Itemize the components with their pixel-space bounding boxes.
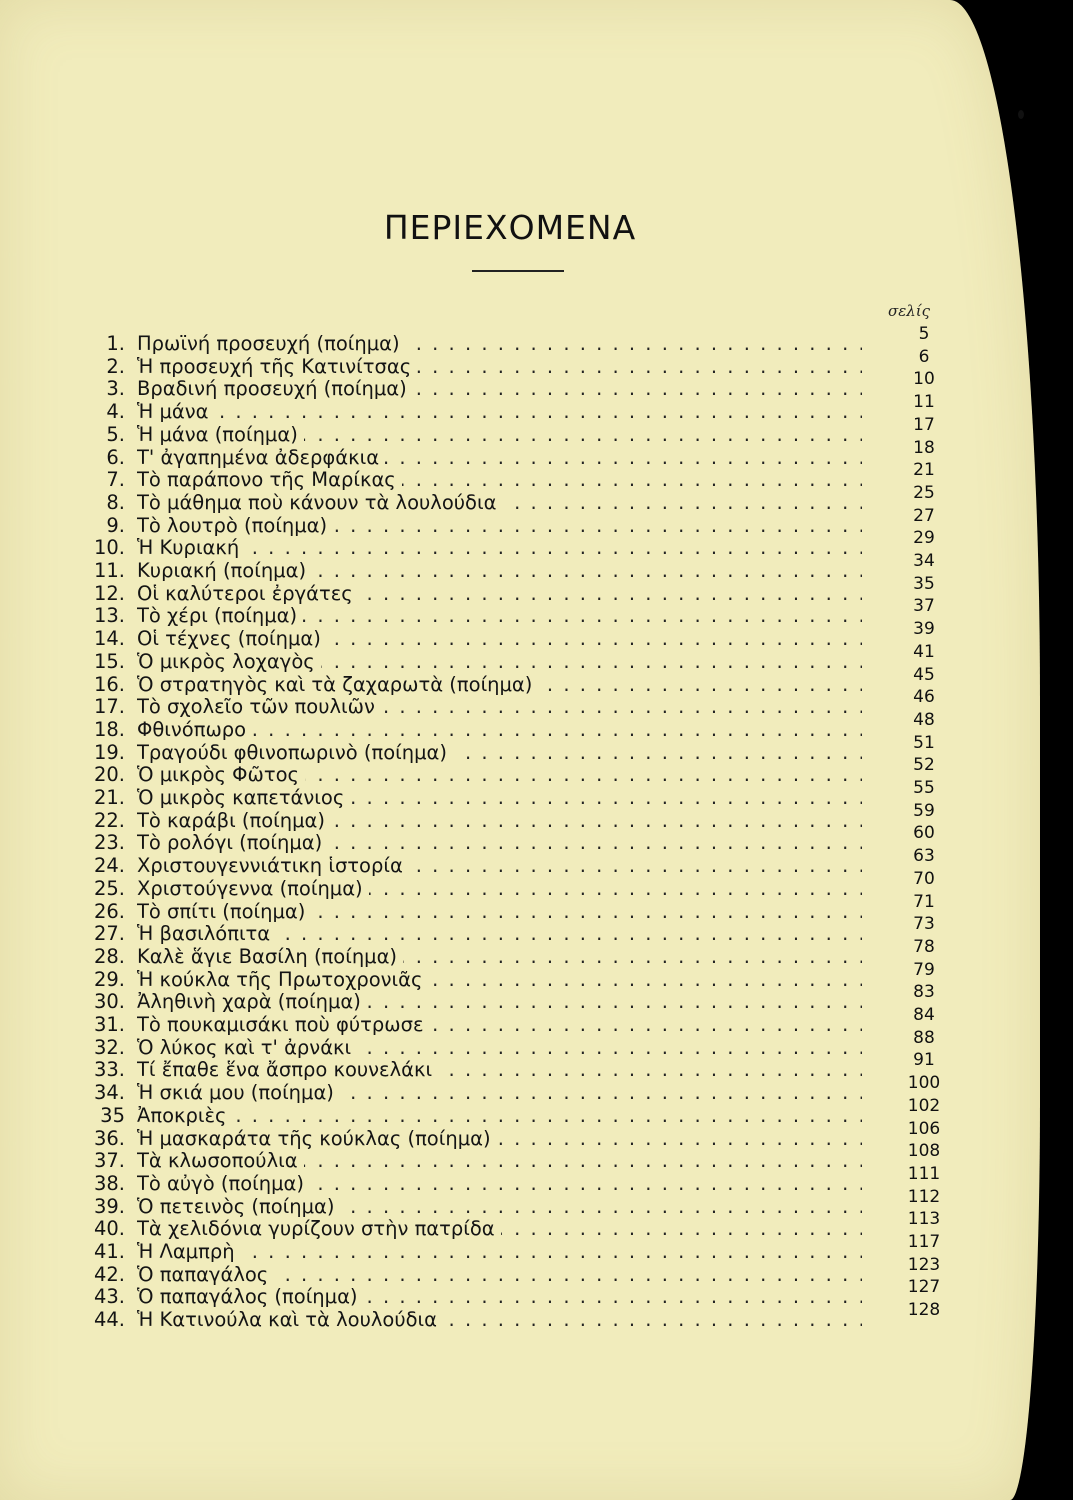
toc-entry (0, 1073, 1040, 1105)
toc-entry (0, 823, 1040, 855)
toc-entry (0, 778, 1040, 809)
entry-number: 28. (93, 944, 125, 968)
toc-entry (0, 1050, 1040, 1082)
entry-title: Ὁ μικρὸς καπετάνιος (137, 786, 350, 809)
entry-title: Ἡ βασιλόπιτα (137, 922, 276, 945)
entry-title: Ἡ μάνα (137, 400, 215, 423)
entry-title-leader (137, 741, 862, 764)
entry-number: 32. (93, 1035, 125, 1059)
entry-title: Τὸ καράβι (ποίημα) (137, 809, 331, 832)
entry-page-number: 112 (907, 1186, 941, 1207)
entry-number: 25. (93, 876, 125, 900)
toc-entry (0, 664, 1040, 696)
entry-number: 19. (93, 740, 125, 764)
toc-entry (0, 1027, 1040, 1059)
entry-number: 3. (106, 377, 125, 401)
entry-title-leader (137, 400, 862, 423)
entry-title: Ἡ Κατινούλα καὶ τὰ λουλούδια (137, 1308, 443, 1331)
entry-title-leader (137, 332, 862, 355)
entry-number: 9. (106, 513, 125, 537)
entry-title: Ὁ μικρὸς Φῶτος (137, 763, 305, 786)
entry-number: 27. (93, 922, 125, 946)
entry-title-leader (137, 1308, 862, 1331)
toc-entry (0, 846, 1040, 878)
entry-number: 41. (93, 1240, 125, 1263)
entry-number: 23. (93, 831, 125, 855)
entry-title-leader (137, 604, 862, 627)
entry-title: Ἡ μάνα (ποίημα) (137, 423, 304, 446)
entry-page-number: 102 (907, 1095, 941, 1116)
entry-page-number: 113 (907, 1209, 941, 1230)
entry-page-number: 25 (913, 482, 935, 503)
entry-page-number: 73 (913, 914, 935, 935)
entry-number: 37. (93, 1149, 125, 1173)
entry-page-number: 41 (913, 641, 935, 662)
toc-entry (0, 1163, 1040, 1195)
toc-entry (0, 891, 1040, 923)
entry-number: 12. (93, 581, 125, 605)
entry-number: 16. (93, 672, 125, 696)
entry-title: Τὰ χελιδόνια γυρίζουν στὴν πατρίδα (137, 1217, 501, 1240)
entry-title-leader (137, 355, 862, 378)
entry-title: Ἡ Λαμπρὴ (137, 1240, 241, 1263)
entry-page-number: 52 (913, 755, 935, 776)
entry-number: 40. (93, 1217, 125, 1241)
entry-page-number: 100 (907, 1073, 941, 1094)
entry-page-number: 71 (913, 891, 935, 912)
entry-title: Τ' ἀγαπημένα ἀδερφάκια (137, 446, 385, 469)
entry-title: Τὸ μάθημα ποὺ κάνουν τὰ λουλούδια (137, 491, 502, 514)
entry-title-leader (137, 582, 862, 605)
entry-title: Τραγούδι φθινοπωρινὸ (ποίημα) (137, 741, 453, 764)
entry-page-number: 63 (913, 846, 935, 867)
entry-title: Τὸ ρολόγι (ποίημα) (137, 831, 328, 854)
entry-title-leader (137, 1058, 862, 1081)
entry-title-leader (137, 1172, 862, 1195)
entry-title-leader (137, 1036, 862, 1059)
toc-entry (0, 755, 1040, 787)
entry-title-leader (137, 1081, 862, 1104)
entry-title: Οἱ καλύτεροι ἐργάτες (137, 582, 359, 605)
entry-number: 29. (93, 967, 125, 991)
entry-page-number: 27 (913, 505, 935, 526)
entry-page-number: 60 (913, 823, 935, 844)
page-title: ΠΕΡΙΕΧΟΜΕΝΑ (383, 208, 637, 247)
entry-number: 7. (106, 468, 125, 492)
ink-speck (1018, 110, 1024, 119)
entry-title: Ὁ παπαγάλος (ποίημα) (137, 1285, 364, 1308)
entry-page-number: 127 (907, 1277, 941, 1298)
toc-entry (0, 619, 1040, 651)
entry-page-number: 88 (913, 1027, 935, 1048)
entry-title-leader (137, 1240, 862, 1263)
entry-title-leader (137, 718, 862, 741)
entry-number: 22. (93, 808, 125, 832)
entry-title-leader (137, 945, 862, 968)
entry-title: Τὸ πουκαμισάκι ποὺ φύτρωσε (137, 1013, 430, 1036)
entry-page-number: 84 (913, 1005, 935, 1025)
entry-number: 1. (106, 332, 125, 355)
entry-page-number: 6 (918, 346, 930, 367)
entry-page-number: 111 (907, 1163, 941, 1184)
entry-title: Ὁ παπαγάλος (137, 1263, 274, 1286)
toc-entry (0, 641, 1040, 673)
entry-title-leader (137, 536, 862, 559)
entry-title-leader (137, 922, 862, 945)
entry-title: Ἡ προσευχή τῆς Κατινίτσας (137, 355, 417, 378)
entry-number: 33. (93, 1058, 125, 1082)
toc-entry (0, 1141, 1040, 1173)
entry-page-number: 70 (913, 868, 935, 889)
entry-title-leader (137, 990, 862, 1013)
entry-title-leader (137, 446, 862, 469)
toc-entry (0, 914, 1040, 946)
entry-number: 14. (93, 627, 125, 651)
entry-number: 6. (106, 445, 125, 469)
toc-entry (0, 414, 1040, 446)
entry-title-leader (137, 1285, 862, 1308)
entry-number: 2. (106, 354, 125, 378)
entry-page-number: 46 (913, 687, 935, 708)
entry-title: Χριστούγεννα (ποίημα) (137, 877, 369, 900)
entry-title-leader (137, 491, 862, 514)
entry-title-leader (137, 900, 862, 923)
entry-title-leader (137, 627, 862, 650)
entry-page-number: 11 (913, 392, 935, 413)
entry-number: 38. (93, 1171, 125, 1195)
entry-title: Ἀληθινὴ χαρὰ (ποίημα) (137, 990, 367, 1013)
entry-title-leader (137, 831, 862, 854)
entry-title: Τὸ αὐγὸ (ποίημα) (137, 1172, 310, 1195)
entry-title-leader (137, 695, 862, 718)
entry-title-leader (137, 1104, 862, 1127)
entry-page-number: 106 (907, 1118, 941, 1139)
entry-number: 21. (93, 786, 125, 809)
entry-page-number: 10 (913, 369, 935, 390)
toc-entry (0, 505, 1040, 537)
entry-title-leader (137, 650, 862, 673)
toc-entry (0, 1232, 1040, 1263)
entry-number: 17. (93, 695, 125, 719)
entry-page-number: 78 (913, 936, 935, 957)
entry-page-number: 21 (913, 460, 935, 481)
entry-number: 15. (93, 649, 125, 673)
entry-page-number: 83 (913, 982, 935, 1003)
entry-number: 18. (93, 717, 125, 741)
entry-title-leader (137, 763, 862, 786)
entry-title-leader (137, 854, 862, 877)
entry-number: 42. (93, 1262, 125, 1286)
entry-title-leader (137, 514, 862, 537)
entry-page-number: 108 (907, 1141, 941, 1162)
entry-title-leader (137, 1195, 862, 1218)
toc-entry (0, 1209, 1040, 1241)
toc-entry (0, 528, 1040, 560)
entry-number: 24. (93, 854, 125, 878)
entry-title: Οἱ τέχνες (ποίημα) (137, 627, 327, 650)
entry-title-leader (137, 1013, 862, 1036)
entry-number: 4. (106, 400, 125, 424)
toc-entry (0, 709, 1040, 741)
toc-entry (0, 982, 1040, 1014)
entry-number: 10. (93, 536, 125, 560)
toc-entry (0, 437, 1040, 469)
entry-title: Τί ἔπαθε ἕνα ἄσπρο κουνελάκι (137, 1058, 438, 1081)
title-divider (472, 270, 564, 272)
toc-entry (0, 324, 1040, 355)
entry-number: 20. (93, 763, 125, 787)
entry-title-leader (137, 423, 862, 446)
entry-page-number: 34 (913, 551, 935, 571)
entry-title: Ὁ πετεινὸς (ποίημα) (137, 1195, 340, 1218)
entry-number: 43. (93, 1285, 125, 1309)
entry-title-leader (137, 468, 862, 491)
entry-title: Ἡ Κυριακή (137, 536, 245, 559)
toc-entry (0, 732, 1040, 764)
entry-title: Ἡ σκιά μου (ποίημα) (137, 1081, 340, 1104)
entry-page-number: 48 (913, 709, 935, 730)
entry-page-number: 91 (913, 1050, 935, 1071)
entry-title-leader (137, 877, 862, 900)
entry-title: Ὁ μικρὸς λοχαγὸς (137, 650, 321, 673)
toc-entry (0, 482, 1040, 514)
entry-title-leader (137, 968, 862, 991)
entry-title: Ἡ μασκαράτα τῆς κούκλας (ποίημα) (137, 1127, 497, 1150)
entry-number: 34. (93, 1081, 125, 1105)
toc-entry (0, 1300, 1040, 1332)
entry-title-leader (137, 559, 862, 582)
entry-page-number: 51 (913, 732, 935, 753)
entry-page-number: 18 (913, 437, 935, 458)
entry-number: 13. (93, 604, 125, 628)
entry-page-number: 17 (913, 414, 935, 435)
toc-entry (0, 1254, 1040, 1286)
toc-entry (0, 551, 1040, 582)
entry-number: 11. (93, 559, 125, 582)
entry-number: 5. (106, 422, 125, 446)
entry-title: Χριστουγεννιάτικη ἱστορία (137, 854, 409, 877)
toc-entry (0, 936, 1040, 968)
entry-number: 35 (100, 1103, 125, 1127)
entry-title-leader (137, 377, 862, 400)
entry-title: Τὸ σχολεῖο τῶν πουλιῶν (137, 695, 381, 718)
entry-page-number: 79 (913, 959, 935, 980)
toc-entry (0, 369, 1040, 401)
toc-entry (0, 392, 1040, 424)
entry-title: Ὁ στρατηγὸς καὶ τὰ ζαχαρωτὰ (ποίημα) (137, 673, 538, 696)
entry-page-number: 128 (907, 1300, 941, 1321)
entry-number: 8. (106, 490, 125, 514)
entry-title: Φθινόπωρο (137, 718, 252, 741)
entry-title: Ἀποκριὲς (137, 1104, 232, 1127)
entry-number: 44. (93, 1308, 125, 1332)
toc-entry (0, 1186, 1040, 1218)
entry-number: 39. (93, 1194, 125, 1218)
entry-number: 30. (93, 990, 125, 1014)
entry-title: Τὸ λουτρὸ (ποίημα) (137, 514, 333, 537)
entry-title-leader (137, 786, 862, 809)
entry-title: Ὁ λύκος καὶ τ' ἀρνάκι (137, 1036, 357, 1059)
entry-title: Τὸ σπίτι (ποίημα) (137, 900, 311, 923)
toc-entry (0, 573, 1040, 605)
entry-number: 31. (93, 1013, 125, 1036)
entry-page-number: 5 (918, 324, 930, 344)
entry-title: Τὰ κλωσοπούλια (137, 1149, 304, 1172)
toc-entry (0, 687, 1040, 719)
entry-page-number: 117 (907, 1232, 941, 1252)
toc-entry (0, 596, 1040, 628)
entry-number: 36. (93, 1126, 125, 1150)
toc-entry (0, 1095, 1040, 1127)
toc-entry (0, 1277, 1040, 1309)
entry-title-leader (137, 1263, 862, 1286)
toc-entry (0, 1118, 1040, 1150)
entry-title: Πρωϊνή προσευχή (ποίημα) (137, 332, 406, 355)
toc-entry (0, 460, 1040, 492)
pages-column-label: σελίς (888, 302, 931, 320)
entry-title: Βραδινή προσευχή (ποίημα) (137, 377, 413, 400)
entry-number: 26. (93, 899, 125, 923)
entry-page-number: 29 (913, 528, 935, 549)
entry-page-number: 45 (913, 664, 935, 685)
entry-title: Ἡ κούκλα τῆς Πρωτοχρονιᾶς (137, 968, 428, 991)
entry-title-leader (137, 673, 862, 696)
entry-title-leader (137, 1127, 862, 1150)
entry-page-number: 123 (907, 1254, 941, 1275)
entry-page-number: 59 (913, 800, 935, 821)
toc-entry (0, 346, 1040, 378)
entry-title-leader (137, 1217, 862, 1240)
entry-title-leader (137, 809, 862, 832)
entry-title-leader (137, 1149, 862, 1172)
entry-page-number: 35 (913, 573, 935, 594)
toc-entry (0, 959, 1040, 991)
entry-title: Τὸ παράπονο τῆς Μαρίκας (137, 468, 402, 491)
toc-entry (0, 1005, 1040, 1036)
toc-entry (0, 868, 1040, 900)
entry-page-number: 55 (913, 778, 935, 798)
entry-title: Κυριακή (ποίημα) (137, 559, 312, 582)
entry-page-number: 39 (913, 619, 935, 640)
entry-page-number: 37 (913, 596, 935, 617)
toc-entry (0, 800, 1040, 832)
entry-title: Τὸ χέρι (ποίημα) (137, 604, 303, 627)
entry-title: Καλὲ ἅγιε Βασίλη (ποίημα) (137, 945, 403, 968)
